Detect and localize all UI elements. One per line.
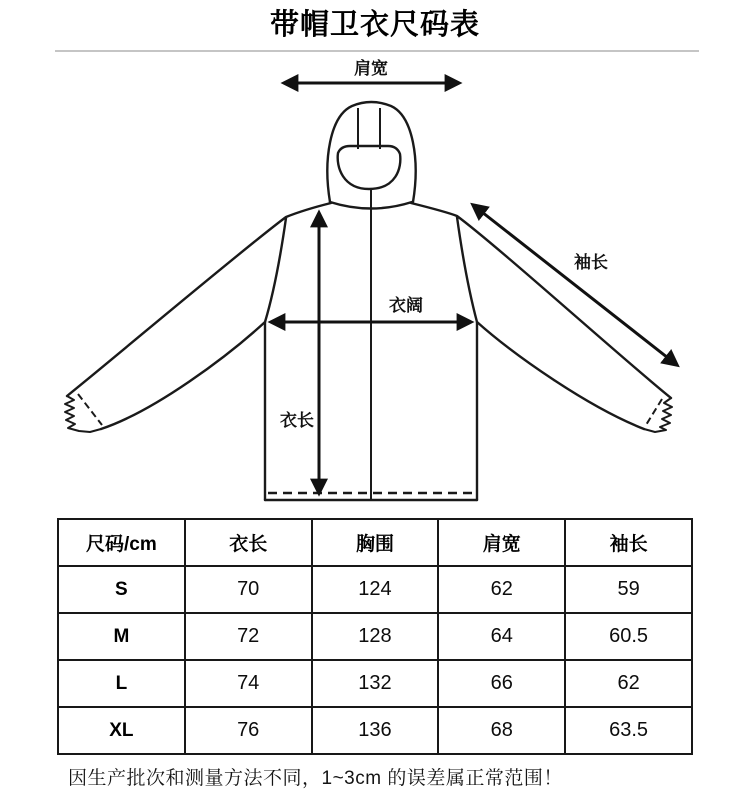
tolerance-note: 因生产批次和测量方法不同，1~3cm 的误差属正常范围！ — [68, 768, 563, 789]
left-cuff-zigzag — [65, 396, 101, 432]
value-cell: 132 — [312, 660, 439, 707]
hoodie-measurement-diagram — [0, 55, 750, 515]
hoodie-outline — [65, 102, 672, 500]
value-cell: 76 — [185, 707, 312, 754]
label-garment-length: 衣长 — [280, 411, 314, 430]
size-cell: L — [58, 660, 185, 707]
value-cell: 68 — [438, 707, 565, 754]
col-header-chest: 胸围 — [312, 519, 439, 566]
value-cell: 66 — [438, 660, 565, 707]
label-sleeve-length: 袖长 — [574, 253, 608, 272]
col-header-shoulder: 肩宽 — [438, 519, 565, 566]
right-cuff-seam — [646, 399, 662, 425]
value-cell: 128 — [312, 613, 439, 660]
size-cell: XL — [58, 707, 185, 754]
value-cell: 62 — [565, 660, 692, 707]
value-cell: 72 — [185, 613, 312, 660]
value-cell: 59 — [565, 566, 692, 613]
label-chest-width: 衣阔 — [389, 296, 423, 315]
table-row-m — [58, 613, 692, 660]
value-cell: 74 — [185, 660, 312, 707]
label-shoulder-width: 肩宽 — [354, 59, 388, 78]
sleeve-length-arrow — [473, 205, 677, 365]
size-cell: M — [58, 613, 185, 660]
value-cell: 136 — [312, 707, 439, 754]
col-header-sleeve: 袖长 — [565, 519, 692, 566]
value-cell: 60.5 — [565, 613, 692, 660]
value-cell: 63.5 — [565, 707, 692, 754]
col-header-garment-length: 衣长 — [185, 519, 312, 566]
value-cell: 62 — [438, 566, 565, 613]
value-cell: 64 — [438, 613, 565, 660]
col-header-size: 尺码/cm — [58, 519, 185, 566]
table-header-row — [58, 519, 692, 566]
right-cuff-zigzag — [644, 398, 672, 432]
value-cell: 70 — [185, 566, 312, 613]
table-row-l — [58, 660, 692, 707]
title-divider — [55, 50, 699, 52]
size-cell: S — [58, 566, 185, 613]
left-cuff-seam — [78, 394, 102, 425]
table-row-s — [58, 566, 692, 613]
page-title: 带帽卫衣尺码表 — [269, 9, 480, 41]
table-row-xl — [58, 707, 692, 754]
size-table — [57, 518, 693, 755]
value-cell: 124 — [312, 566, 439, 613]
